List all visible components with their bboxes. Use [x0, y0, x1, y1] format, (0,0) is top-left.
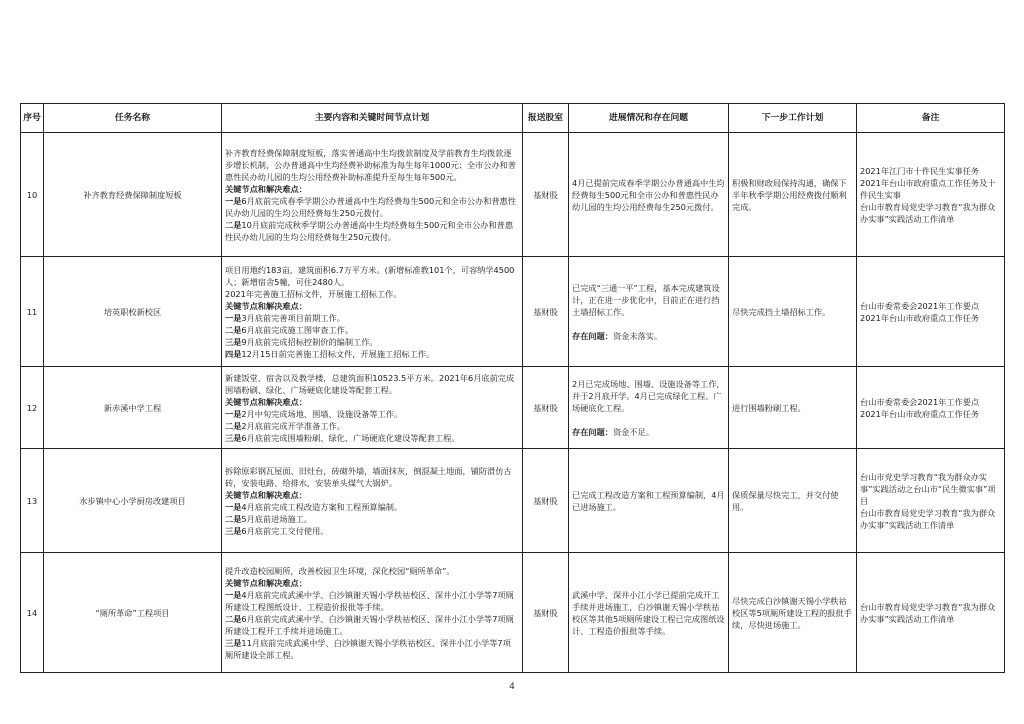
issue-label: 存在问题： [572, 426, 613, 437]
note-cell [857, 133, 1005, 257]
table-row [21, 367, 1005, 449]
note-item: 台山市党史学习教育“我为群众办实事”实践活动之台山市“民生微实事”项目 [860, 471, 996, 506]
progress-cell [569, 257, 729, 367]
note-item: 2021年台山市政府重点工作任务 [860, 408, 980, 419]
dept-cell: 基财股 [523, 367, 569, 449]
progress-cell [569, 449, 729, 553]
plan-node [225, 312, 519, 324]
note-item: 台山市委常委会2021年工作要点 [860, 300, 980, 311]
plan-node [225, 219, 519, 243]
node-lead: 二是 [225, 613, 242, 624]
node-lead: 一是 [225, 195, 242, 206]
table-row [21, 449, 1005, 553]
node-text: 2月底前完成开学准备工作。 [241, 420, 345, 431]
next-plan-cell: 积极和财政局保持沟通，确保下半年秋季学期公用经费拨付顺利完成。 [729, 133, 857, 257]
task-name: 培英职校新校区 [44, 257, 222, 367]
task-name: “厕所革命”工程项目 [44, 553, 222, 673]
node-text: 2月中旬完成场地、围墙、设施设备等工作。 [241, 408, 403, 419]
node-text: 5月底前进场施工。 [241, 513, 313, 524]
plan-intro: 新建饭堂、宿舍以及教学楼，总建筑面积10523.5平方米。2021年6月底前完成围墙粉刷、绿化、广场硬底化建设等配套工程。 [225, 372, 515, 395]
node-text: 10月底前完成秋季学期公办普通高中生均经费每生500元和全市公办和普惠性民办幼儿园的生均公用经费每生250元拨付。 [225, 219, 514, 242]
note-cell [857, 257, 1005, 367]
node-text: 4月底前完成工程改造方案和工程预算编制。 [241, 501, 403, 512]
plan-node [225, 348, 519, 360]
dept-cell: 基财股 [523, 449, 569, 553]
row-number: 10 [21, 133, 44, 257]
note-item: 台山市教育局党史学习教育“我为群众办实事”实践活动工作清单 [860, 601, 996, 624]
plan-cell [222, 367, 523, 449]
plan-intro-2: 2021年完善施工招标文件，开展施工招标工作。 [225, 288, 402, 299]
node-text: 3月底前完善项目前期工作。 [241, 312, 345, 323]
node-lead: 二是 [225, 219, 242, 230]
note-cell [857, 449, 1005, 553]
progress-cell [569, 367, 729, 449]
task-name: 新赤溪中学工程 [44, 367, 222, 449]
note-item: 台山市教育局党史学习教育“我为群众办实事”实践活动工作清单 [860, 201, 996, 224]
note-item: 2021年台山市政府重点工作任务及十件民生实事 [860, 177, 996, 200]
plan-node [225, 501, 519, 513]
progress-text: 4月已提前完成春季学期公办普通高中生均经费每生500元和全市公办和普惠性民办幼儿园的生均公用经费每生250元拨付。 [572, 177, 725, 212]
node-text: 6月底前完成围墙粉刷、绿化、广场硬底化建设等配套工程。 [241, 432, 460, 443]
plan-cell [222, 257, 523, 367]
header-row [21, 104, 1005, 133]
row-number: 12 [21, 367, 44, 449]
page-number: 4 [509, 682, 515, 692]
progress-cell [569, 553, 729, 673]
plan-node [225, 525, 519, 537]
node-text: 6月底前完成春季学期公办普通高中生均经费每生500元和全市公办和普惠性民办幼儿园的生均公用经费每生250元拨付。 [225, 195, 517, 218]
node-text: 4月底前完成武溪中学、白沙镇谢天锡小学秩祜校区、深井小江小学等7项厕所建设工程图纸设计、工程造价报批等手续。 [225, 589, 514, 612]
plan-cell [222, 449, 523, 553]
plan-node [225, 589, 519, 613]
dept-cell: 基财股 [523, 553, 569, 673]
node-lead: 三是 [225, 432, 242, 443]
header-dept: 报送股室 [523, 104, 569, 133]
plan-node [225, 637, 519, 661]
plan-node [225, 432, 519, 444]
note-item: 台山市委常委会2021年工作要点 [860, 396, 980, 407]
plan-node [225, 420, 519, 432]
node-text: 6月底前完成施工图审查工作。 [241, 324, 354, 335]
node-lead: 一是 [225, 589, 242, 600]
plan-intro: 提升改造校园厕所，改善校园卫生环境，深化校园“厕所革命”。 [225, 565, 455, 576]
table-row [21, 257, 1005, 367]
key-nodes-title: 关键节点和解决难点： [225, 183, 307, 194]
table-row [21, 553, 1005, 673]
node-lead: 四是 [225, 348, 242, 359]
key-nodes-title: 关键节点和解决难点： [225, 577, 307, 588]
task-name: 水步镇中心小学厨房改建项目 [44, 449, 222, 553]
next-plan-cell: 保质保量尽快完工，并交付使用。 [729, 449, 857, 553]
table-row [21, 133, 1005, 257]
node-lead: 二是 [225, 513, 242, 524]
node-lead: 一是 [225, 501, 242, 512]
key-nodes-title: 关键节点和解决难点： [225, 396, 307, 407]
progress-text: 已完成“三通一平”工程，基本完成建筑设计，正在进一步优化中，目前正在进行挡土墙招标工作。 [572, 282, 720, 317]
note-cell [857, 367, 1005, 449]
node-text: 6月底前完工交付使用。 [241, 525, 329, 536]
header-note: 备注 [857, 104, 1005, 133]
next-plan-cell: 尽快完成挡土墙招标工作。 [729, 257, 857, 367]
note-cell [857, 553, 1005, 673]
row-number: 13 [21, 449, 44, 553]
node-text: 11月底前完成武溪中学、白沙镇谢天锡小学秩祜校区、深井小江小学等7项厕所建设全部工程。 [225, 637, 511, 660]
plan-intro: 项目用地约183亩，建筑面积6.7万平方米。(新增标准教101个，可容纳学4500人；新增宿舍5幢，可住2480人。 [225, 264, 515, 287]
key-nodes-title: 关键节点和解决难点： [225, 300, 307, 311]
issue-line [572, 426, 725, 438]
header-plan: 主要内容和关键时间节点计划 [222, 104, 523, 133]
next-plan-cell: 尽快完成白沙镇谢天锡小学秩祜校区等5项厕所建设工程的报批手续，尽快进场施工。 [729, 553, 857, 673]
plan-node [225, 408, 519, 420]
node-lead: 二是 [225, 324, 242, 335]
issue-label: 存在问题： [572, 330, 613, 341]
plan-node [225, 195, 519, 219]
node-lead: 三是 [225, 637, 242, 648]
header-progress: 进展情况和存在问题 [569, 104, 729, 133]
plan-node [225, 324, 519, 336]
row-number: 11 [21, 257, 44, 367]
progress-text: 2月已完成场地、围墙、设施设备等工作，并于2月底开学。4月已完成绿化工程、广场硬底化工程。 [572, 378, 725, 413]
plan-node [225, 336, 519, 348]
issue-text: 资金不足。 [612, 426, 654, 437]
task-table [20, 103, 1005, 673]
header-num: 序号 [21, 104, 44, 133]
task-name: 补齐教育经费保障制度短板 [44, 133, 222, 257]
progress-cell [569, 133, 729, 257]
plan-intro: 拆除原彩钢瓦屋面、旧灶台，砖砌外墙，墙面抹灰，倒混凝土地面，铺防滑仿古砖，安装电路、给排水，安装单头煤气大锅炉。 [225, 465, 512, 488]
plan-cell [222, 553, 523, 673]
issue-text: 资金未落实。 [612, 330, 663, 341]
note-item: 2021年台山市政府重点工作任务 [860, 312, 980, 323]
header-name: 任务名称 [44, 104, 222, 133]
node-lead: 一是 [225, 408, 242, 419]
dept-cell: 基财股 [523, 133, 569, 257]
node-text: 6月底前完成武溪中学、白沙镇谢天锡小学秩祜校区、深井小江小学等7项厕所建设工程开工手续并进场施工。 [225, 613, 514, 636]
dept-cell: 基财股 [523, 257, 569, 367]
node-lead: 三是 [225, 525, 242, 536]
node-text: 12月15日前完善施工招标文件，开展施工招标工作。 [241, 348, 435, 359]
key-nodes-title: 关键节点和解决难点： [225, 489, 307, 500]
node-lead: 一是 [225, 312, 242, 323]
progress-text: 武溪中学、深井小江小学已提前完成开工手续并进场施工，白沙镇谢天锡小学秩祜校区等其他5项厕所建设工程已完成图纸设计、工程造价报批等手续。 [572, 589, 725, 636]
plan-cell [222, 133, 523, 257]
note-item: 台山市教育局党史学习教育“我为群众办实事”实践活动工作清单 [860, 507, 996, 530]
node-lead: 三是 [225, 336, 242, 347]
next-plan-cell: 进行围墙粉刷工程。 [729, 367, 857, 449]
plan-intro: 补齐教育经费保障制度短板，落实普通高中生均拨款制度及学前教育生均拨款逐步增长机制，公办普通高中生均经费补助标准为每生每年1000元；全市公办和普惠性民办幼儿园的生均公用经费补助标准提升至每生每年500元。 [225, 147, 517, 182]
row-number: 14 [21, 553, 44, 673]
plan-node [225, 513, 519, 525]
node-lead: 二是 [225, 420, 242, 431]
issue-line [572, 330, 725, 342]
node-text: 9月底前完成招标控制价的编制工作。 [241, 336, 378, 347]
progress-text: 已完成工程改造方案和工程预算编制，4月已进场施工。 [572, 489, 725, 512]
plan-node [225, 613, 519, 637]
note-item: 2021年江门市十件民生实事任务 [860, 165, 980, 176]
header-next: 下一步工作计划 [729, 104, 857, 133]
